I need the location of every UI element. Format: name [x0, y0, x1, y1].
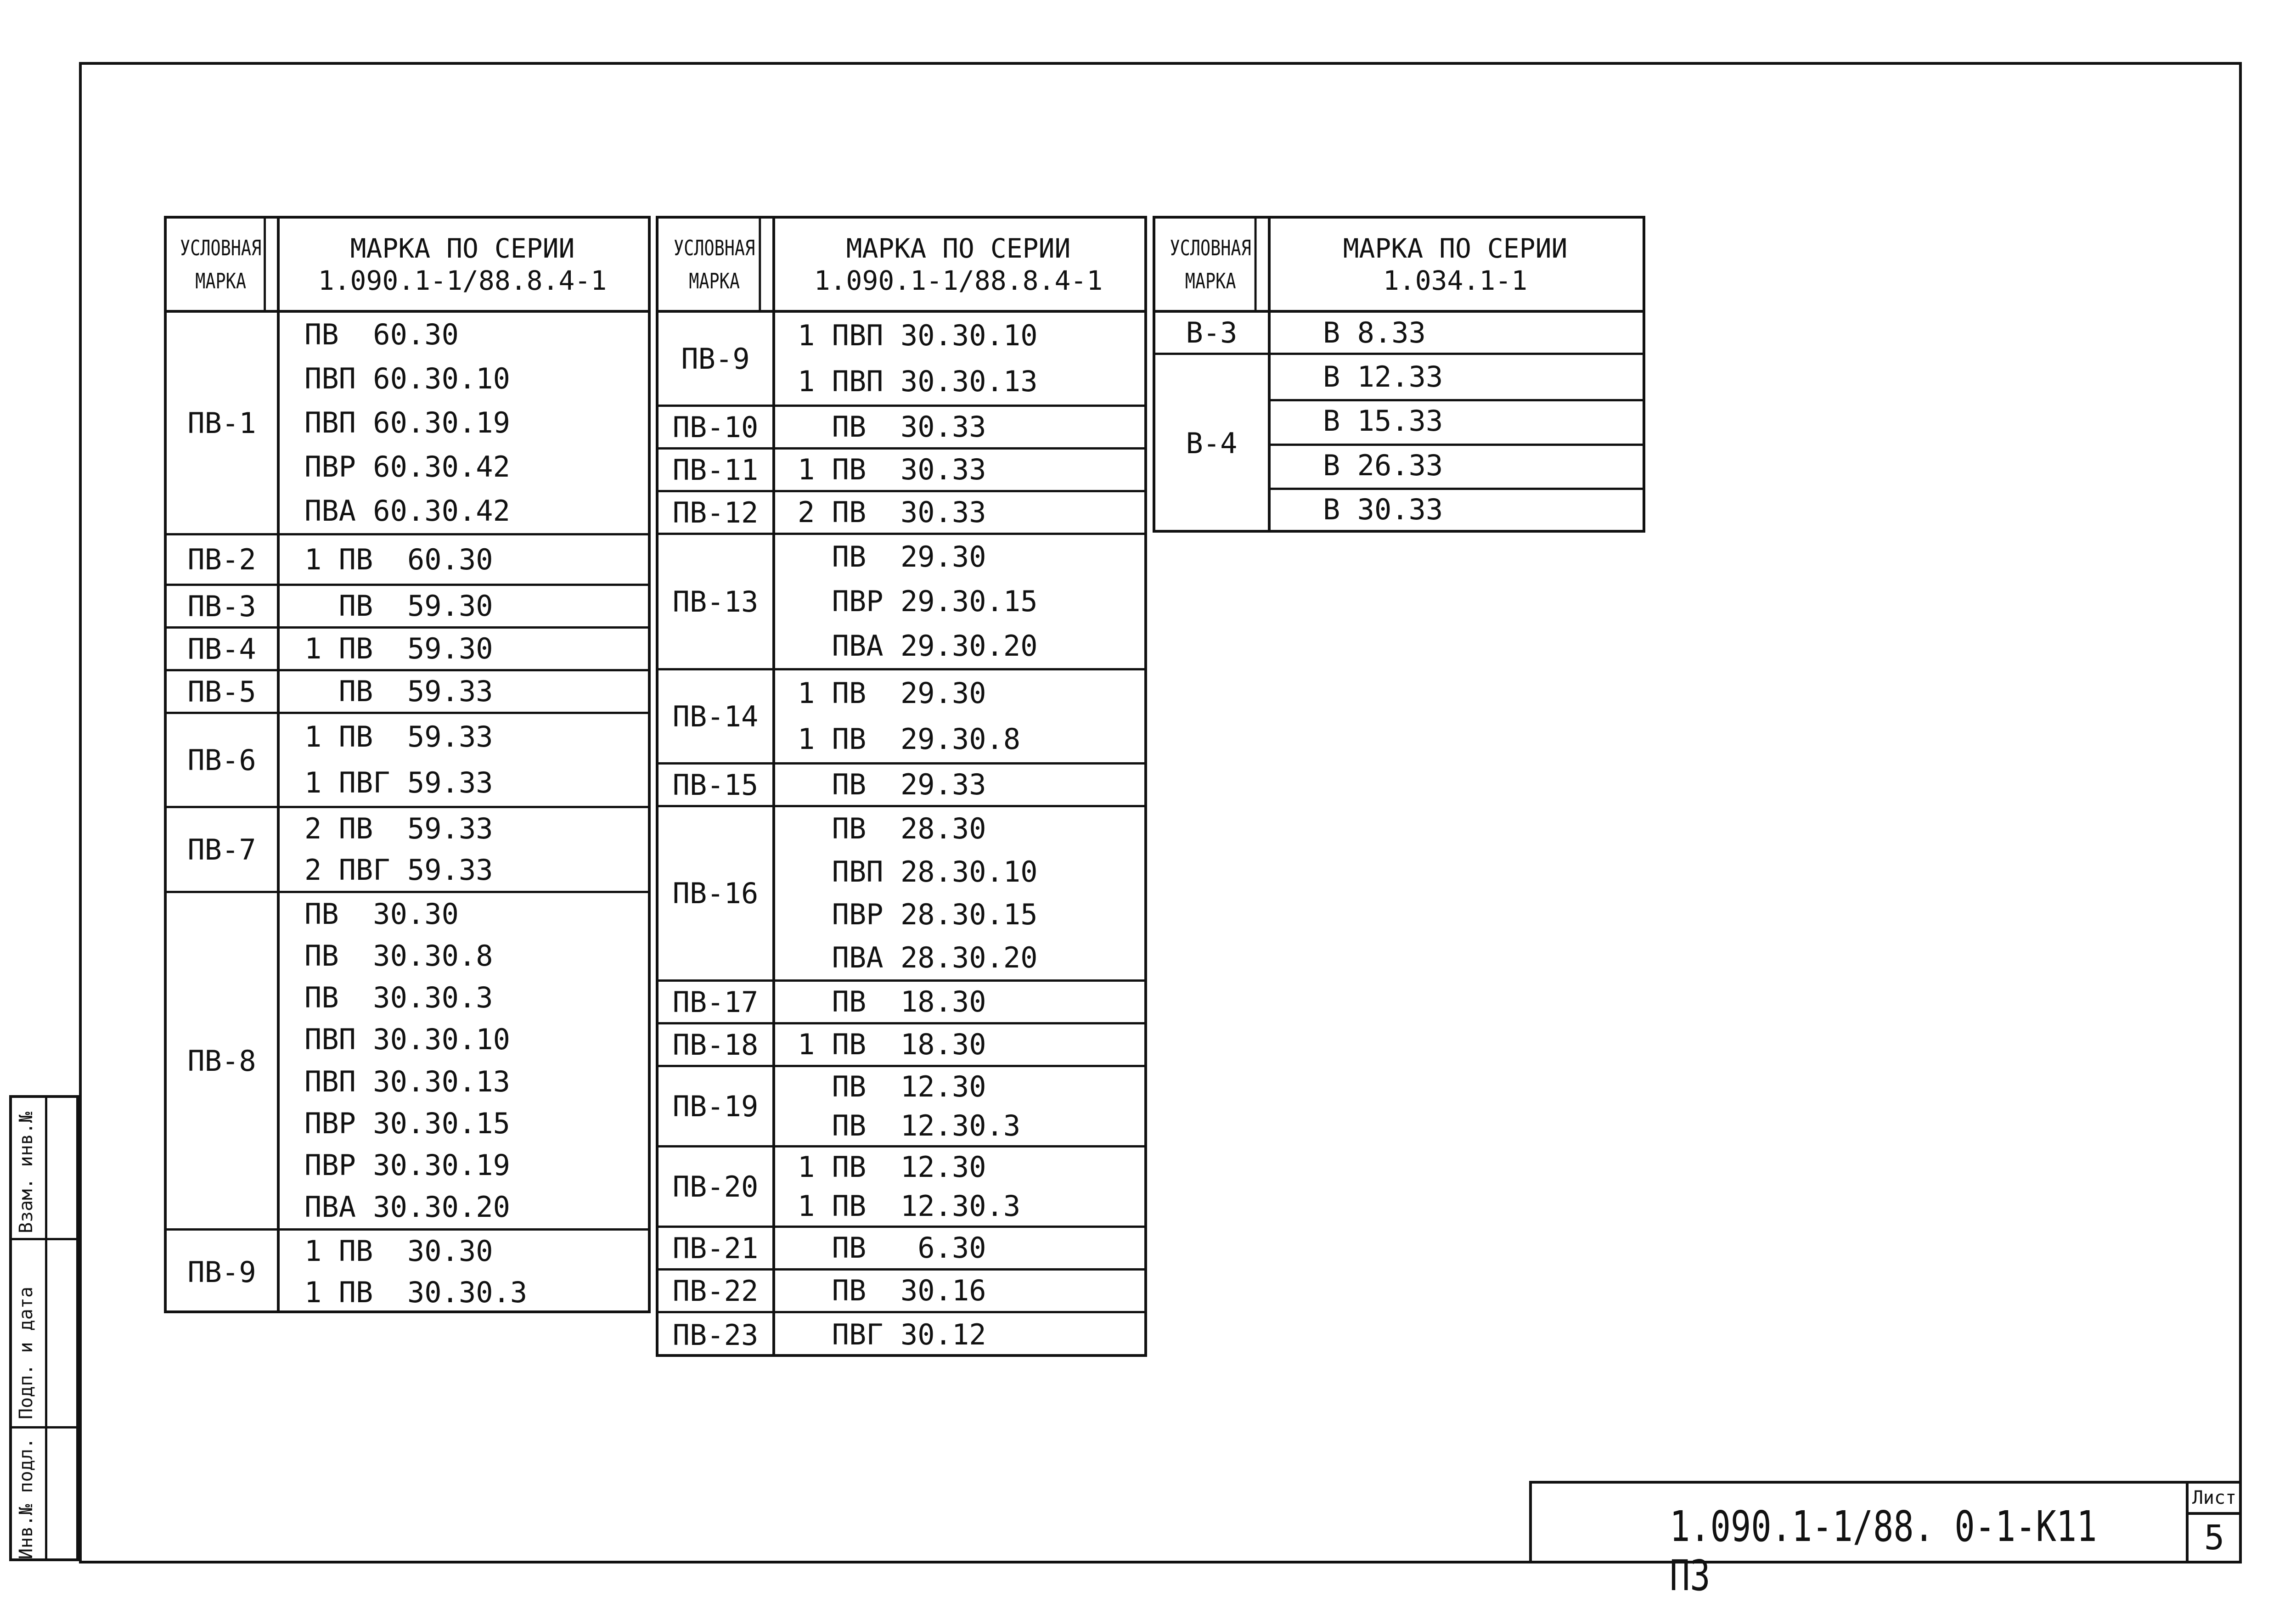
- series-row: 2 ПВГ 59.33: [304, 853, 493, 887]
- header-series: [277, 219, 648, 310]
- marks-table-2: [656, 216, 1147, 1357]
- group-mark: ПВ-21: [672, 1231, 759, 1265]
- group-mark: ПВ-19: [672, 1089, 759, 1123]
- series-row: ПВР 28.30.15: [798, 898, 1038, 932]
- series-row: ПВП 60.30.19: [304, 406, 510, 439]
- series-row: ПВ 30.30: [304, 897, 459, 931]
- series-row: ПВР 30.30.15: [304, 1106, 510, 1140]
- group-пв-23: [658, 1313, 1144, 1356]
- series-row: ПВ 12.30: [798, 1069, 986, 1103]
- group-mark: ПВ-3: [187, 589, 256, 623]
- group-пв-9: [658, 313, 1144, 407]
- series-row: ПВ 30.16: [798, 1274, 986, 1307]
- group-mark: ПВ-17: [672, 985, 759, 1019]
- group-mark: ПВ-12: [672, 495, 759, 529]
- group-mark: ПВ-14: [672, 699, 759, 733]
- series-row: 2 ПВ 30.33: [798, 495, 986, 529]
- series-row: ПВП 28.30.10: [798, 855, 1038, 889]
- series-row: ПВ 6.30: [798, 1231, 986, 1265]
- group-пв-1: [167, 313, 648, 535]
- series-row: 1 ПВ 18.30: [798, 1028, 986, 1061]
- group-пв-5: [167, 671, 648, 714]
- document-code: 1.090.1-1/88. 0-1-К11 ПЗ: [1670, 1502, 2097, 1600]
- series-row: ПВ 30.30.3: [304, 981, 493, 1015]
- series-row: 1 ПВП 30.30.13: [798, 365, 1038, 398]
- series-row: ПВ 59.30: [304, 589, 493, 623]
- series-row: В 30.33: [1323, 492, 1443, 526]
- group-mark: ПВ-8: [187, 1044, 256, 1078]
- header-series-code: 1.090.1-1/88.8.4-1: [814, 264, 1103, 296]
- series-row: 1 ПВ 29.30.8: [798, 722, 1021, 756]
- series-row: 1 ПВ 12.30: [798, 1150, 986, 1184]
- table-header: [658, 219, 1144, 313]
- group-mark: ПВ-4: [187, 632, 256, 666]
- series-row: ПВ 29.33: [798, 768, 986, 801]
- series-row: В 15.33: [1323, 404, 1443, 438]
- stamp-inv-podl: Инв.№ подл.: [16, 1438, 37, 1559]
- series-row: ПВП 30.30.13: [304, 1064, 510, 1098]
- series-row: ПВА 30.30.20: [304, 1190, 510, 1224]
- group-пв-18: [658, 1024, 1144, 1067]
- group-пв-8: [167, 893, 648, 1231]
- series-row: ПВР 29.30.15: [798, 584, 1038, 618]
- series-row: ПВГ 30.12: [798, 1318, 986, 1351]
- series-row: 1 ПВ 30.33: [798, 453, 986, 486]
- group-пв-19: [658, 1067, 1144, 1147]
- series-row: 1 ПВГ 59.33: [304, 766, 493, 799]
- group-mark: ПВ-16: [672, 877, 759, 910]
- marks-table-1: [164, 216, 651, 1313]
- group-пв-12: [658, 492, 1144, 535]
- series-row: ПВ 18.30: [798, 985, 986, 1018]
- header-series-label: МАРКА ПО СЕРИИ: [350, 232, 575, 264]
- header-mark-label: УСЛОВНАЯ МАРКА: [178, 219, 266, 310]
- series-row: ПВР 30.30.19: [304, 1148, 510, 1182]
- group-пв-16: [658, 807, 1144, 982]
- series-row: 1 ПВ 30.30: [304, 1234, 493, 1268]
- series-row: ПВА 29.30.20: [798, 629, 1038, 663]
- group-пв-10: [658, 407, 1144, 450]
- group-mark: В-3: [1186, 316, 1238, 349]
- header-series: [772, 219, 1144, 310]
- series-row: ПВ 12.30.3: [798, 1108, 1021, 1142]
- header-mark-label: УСЛОВНАЯ МАРКА: [1167, 219, 1257, 310]
- series-row: ПВА 28.30.20: [798, 941, 1038, 975]
- table-header: [1155, 219, 1643, 313]
- group-mark: ПВ-20: [672, 1170, 759, 1203]
- header-mark-label: УСЛОВНАЯ МАРКА: [670, 219, 761, 310]
- group-пв-15: [658, 765, 1144, 807]
- series-row: 1 ПВ 30.30.3: [304, 1276, 528, 1309]
- group-пв-3: [167, 586, 648, 629]
- group-mark: ПВ-1: [187, 406, 256, 440]
- group-mark: ПВ-18: [672, 1028, 759, 1062]
- series-row: В 12.33: [1323, 360, 1443, 394]
- group-в-3: [1155, 313, 1643, 355]
- series-row: ПВ 59.33: [304, 675, 493, 708]
- group-пв-6: [167, 714, 648, 808]
- stamp-podp-data: Подп. и дата: [16, 1287, 37, 1419]
- series-row: 1 ПВ 60.30: [304, 542, 493, 576]
- header-series-code: 1.090.1-1/88.8.4-1: [318, 264, 607, 296]
- group-mark: В-4: [1186, 427, 1238, 460]
- series-row: 1 ПВ 29.30: [798, 676, 986, 710]
- group-пв-17: [658, 982, 1144, 1024]
- group-пв-13: [658, 535, 1144, 670]
- header-series-label: МАРКА ПО СЕРИИ: [846, 232, 1071, 264]
- header-series-code: 1.034.1-1: [1383, 264, 1528, 296]
- group-mark: ПВ-22: [672, 1274, 759, 1308]
- series-row: ПВП 30.30.10: [304, 1023, 510, 1057]
- series-row: ПВ 30.33: [798, 410, 986, 444]
- side-stamp: [9, 1095, 79, 1561]
- series-row: 1 ПВ 12.30.3: [798, 1189, 1021, 1223]
- sheet-label: Лист: [2189, 1484, 2240, 1515]
- group-пв-2: [167, 535, 648, 586]
- series-row: ПВА 60.30.42: [304, 494, 510, 528]
- series-row: ПВР 60.30.42: [304, 450, 510, 484]
- group-пв-9: [167, 1231, 648, 1313]
- series-row: В 26.33: [1323, 448, 1443, 482]
- group-mark: ПВ-7: [187, 832, 256, 866]
- header-series: [1268, 219, 1643, 310]
- marks-table-3: [1153, 216, 1645, 533]
- table-header: [167, 219, 648, 313]
- group-пв-20: [658, 1147, 1144, 1228]
- stamp-vzam-inv: Взам. инв.№: [16, 1112, 37, 1233]
- series-row: ПВ 60.30: [304, 318, 459, 351]
- series-row: 1 ПВ 59.30: [304, 632, 493, 665]
- group-пв-22: [658, 1271, 1144, 1313]
- series-row: 1 ПВ 59.33: [304, 720, 493, 754]
- group-mark: ПВ-9: [187, 1255, 256, 1289]
- group-пв-7: [167, 808, 648, 893]
- title-block: [1529, 1481, 2240, 1600]
- group-mark: ПВ-2: [187, 543, 256, 576]
- group-mark: ПВ-23: [672, 1318, 759, 1352]
- series-row: 1 ПВП 30.30.10: [798, 319, 1038, 352]
- series-row: ПВ 29.30: [798, 540, 986, 574]
- group-mark: ПВ-11: [672, 453, 759, 487]
- header-series-label: МАРКА ПО СЕРИИ: [1343, 232, 1568, 264]
- sheet-number: 5: [2204, 1518, 2225, 1558]
- group-пв-4: [167, 629, 648, 671]
- group-пв-14: [658, 670, 1144, 765]
- group-mark: ПВ-10: [672, 410, 759, 444]
- group-mark: ПВ-6: [187, 743, 256, 777]
- sheet-box: [2186, 1484, 2240, 1563]
- group-пв-21: [658, 1228, 1144, 1271]
- series-row: ПВ 30.30.8: [304, 939, 493, 973]
- series-row: ПВ 28.30: [798, 811, 986, 845]
- series-row: ПВП 60.30.10: [304, 362, 510, 395]
- group-mark: ПВ-13: [672, 585, 759, 619]
- group-пв-11: [658, 450, 1144, 492]
- group-mark: ПВ-5: [187, 675, 256, 709]
- group-в-4: [1155, 355, 1643, 532]
- group-mark: ПВ-15: [672, 768, 759, 802]
- series-row: В 8.33: [1323, 315, 1426, 349]
- group-mark: ПВ-9: [681, 342, 750, 376]
- series-row: 2 ПВ 59.33: [304, 812, 493, 845]
